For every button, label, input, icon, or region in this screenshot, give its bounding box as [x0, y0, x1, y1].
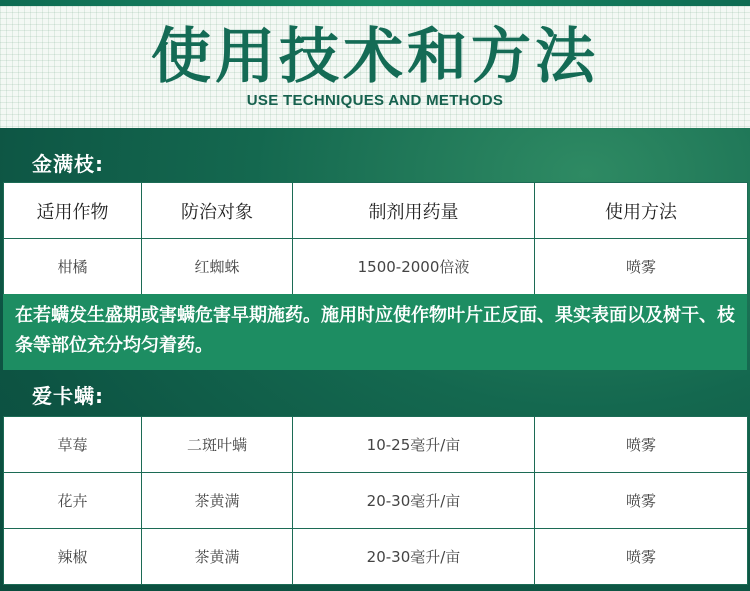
- table-row: [4, 239, 748, 295]
- column-header-crop: 适用作物: [4, 183, 142, 239]
- cell-dosage: 20-30毫升/亩: [293, 473, 535, 529]
- column-header-method: 使用方法: [535, 183, 748, 239]
- header-top-bar: [0, 0, 750, 6]
- column-header-dosage: 制剂用药量: [293, 183, 535, 239]
- section-label-jinmanzhi: 金满枝:: [32, 152, 104, 176]
- cell-method: 喷雾: [535, 473, 748, 529]
- main-panel: [0, 128, 750, 591]
- cell-dosage: 1500-2000倍液: [293, 239, 535, 295]
- cell-target: 茶黄满: [142, 473, 293, 529]
- table-header-row: [4, 183, 748, 239]
- cell-target: 茶黄满: [142, 529, 293, 585]
- cell-method: 喷雾: [535, 529, 748, 585]
- cell-crop: 草莓: [4, 417, 142, 473]
- section-label-aikaman: 爱卡螨:: [32, 384, 104, 408]
- cell-target: 二斑叶螨: [142, 417, 293, 473]
- header-banner: [0, 0, 750, 128]
- cell-dosage: 10-25毫升/亩: [293, 417, 535, 473]
- cell-crop: 柑橘: [4, 239, 142, 295]
- cell-target: 红蜘蛛: [142, 239, 293, 295]
- table-aikaman: [3, 416, 748, 585]
- cell-crop: 辣椒: [4, 529, 142, 585]
- page-title: 使用技术和方法: [151, 22, 599, 92]
- table-row: [4, 529, 748, 585]
- cell-method: 喷雾: [535, 417, 748, 473]
- table-row: [4, 473, 748, 529]
- usage-note: 在若螨发生盛期或害螨危害早期施药。施用时应使作物叶片正反面、果实表面以及树干、枝条等部位充分均匀着药。: [3, 294, 747, 370]
- table-row: [4, 417, 748, 473]
- column-header-target: 防治对象: [142, 183, 293, 239]
- cell-method: 喷雾: [535, 239, 748, 295]
- cell-dosage: 20-30毫升/亩: [293, 529, 535, 585]
- page-subtitle: USE TECHNIQUES AND METHODS: [246, 92, 504, 109]
- table-jinmanzhi: [3, 182, 748, 295]
- cell-crop: 花卉: [4, 473, 142, 529]
